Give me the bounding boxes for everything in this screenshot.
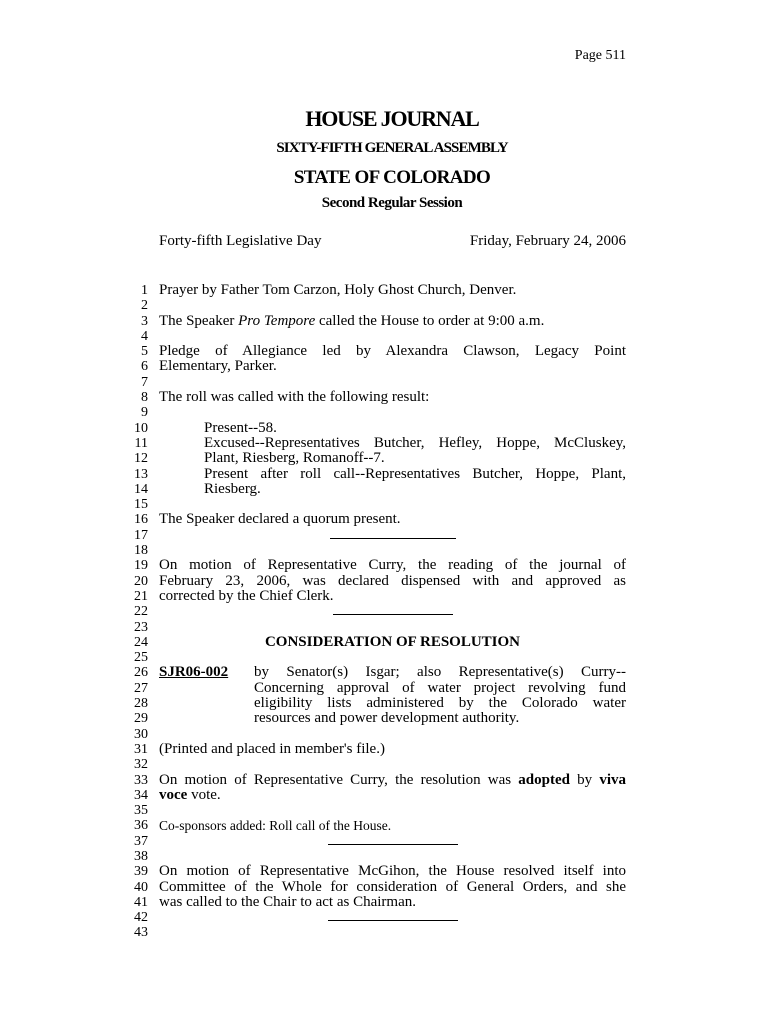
line-number: 40 — [134, 879, 148, 895]
motion2-line-3: was called to the Chair to act as Chairman. — [159, 893, 416, 910]
divider — [159, 834, 626, 849]
line-number: 34 — [134, 787, 148, 803]
bill-line-1: SJR06-002 by Senator(s) Isgar; also Representative(s) Curry-- — [159, 664, 626, 681]
roll-intro: The roll was called with the following result: — [159, 389, 430, 406]
bill-line-4: resources and power development authority. — [254, 710, 520, 727]
divider — [159, 604, 626, 619]
day-line — [159, 233, 626, 250]
line-number: 21 — [134, 588, 148, 604]
line-numbers — [100, 283, 148, 941]
journal-body — [159, 283, 626, 941]
line-number: 31 — [134, 741, 148, 757]
line-number: 42 — [134, 910, 148, 926]
line-number: 33 — [134, 772, 148, 788]
line-number: 37 — [134, 833, 148, 849]
line-number: 11 — [134, 435, 148, 451]
line-number: 20 — [134, 573, 148, 589]
line-number: 32 — [134, 757, 148, 773]
motion1-line-3: corrected by the Chief Clerk. — [159, 587, 334, 604]
cosponsors-line: Co-sponsors added: Roll call of the House. — [159, 818, 392, 834]
line-number: 43 — [134, 925, 148, 941]
line-number: 38 — [134, 848, 148, 864]
roll-present: Present--58. — [204, 419, 277, 436]
state-title: STATE OF COLORADO — [293, 167, 491, 188]
section-heading: CONSIDERATION OF RESOLUTION — [264, 633, 521, 650]
line-number: 39 — [134, 864, 148, 880]
line-number: 12 — [134, 451, 148, 467]
line-number: 29 — [134, 711, 148, 727]
session-title: Second Regular Session — [321, 195, 463, 211]
bill-line-3: eligibility lists administered by the Colorado water — [254, 695, 626, 712]
divider — [159, 528, 626, 543]
line-number: 10 — [134, 420, 148, 436]
line-number: 22 — [134, 604, 148, 620]
motion2-line-1: On motion of Representative McGihon, the House resolved itself into — [159, 863, 626, 880]
adoption-line-1: On motion of Representative Curry, the resolution was adopted by viva — [159, 771, 627, 788]
motion1-line-2: February 23, 2006, was declared dispensed with and approved as — [159, 572, 626, 589]
line-number: 4 — [141, 328, 148, 344]
line-number: 7 — [141, 374, 148, 390]
roll-excused-2: Plant, Riesberg, Romanoff--7. — [204, 450, 385, 467]
line-number: 36 — [134, 818, 148, 834]
line-number: 5 — [141, 344, 148, 360]
line-number: 3 — [141, 313, 148, 329]
pledge-line-1: Pledge of Allegiance led by Alexandra Clawson, Legacy Point — [159, 343, 626, 360]
legislative-day: Forty-fifth Legislative Day — [159, 233, 322, 249]
printed-note: (Printed and placed in member's file.) — [159, 740, 385, 757]
line-number: 6 — [141, 359, 148, 375]
bill-line-2: Concerning approval of water project revolving fund — [254, 679, 626, 696]
pledge-line-2: Elementary, Parker. — [159, 358, 277, 375]
line-number: 15 — [134, 497, 148, 513]
motion2-line-2: Committee of the Whole for consideration of General Orders, and she — [159, 878, 626, 895]
divider — [159, 910, 626, 925]
adoption-line-2: voce vote. — [159, 786, 221, 803]
line-number: 30 — [134, 726, 148, 742]
journal-date: Friday, February 24, 2006 — [469, 233, 626, 249]
line-number: 18 — [134, 543, 148, 559]
line-number: 35 — [134, 803, 148, 819]
line-number: 2 — [141, 298, 148, 314]
line-number: 8 — [141, 390, 148, 406]
page-number: Page 511 — [574, 48, 626, 63]
line-number: 24 — [134, 634, 148, 650]
line-number: 25 — [134, 650, 148, 666]
bill-id: SJR06-002 — [159, 664, 229, 681]
line-number: 17 — [134, 527, 148, 543]
quorum-line: The Speaker declared a quorum present. — [159, 511, 401, 528]
line-number: 23 — [134, 619, 148, 635]
line-number: 13 — [134, 466, 148, 482]
line-number: 16 — [134, 512, 148, 528]
line-number: 27 — [134, 680, 148, 696]
line-number: 19 — [134, 558, 148, 574]
roll-excused-1: Excused--Representatives Butcher, Hefley, Hoppe, McCluskey, — [204, 434, 626, 451]
call-to-order: The Speaker Pro Tempore called the House to order at 9:00 a.m. — [159, 312, 545, 329]
line-number: 1 — [141, 283, 148, 298]
roll-after-1: Present after roll call--Representatives Butcher, Hoppe, Plant, — [204, 465, 626, 482]
line-number: 28 — [134, 696, 148, 712]
line-number: 9 — [141, 405, 148, 421]
line-number: 26 — [134, 665, 148, 681]
prayer-line: Prayer by Father Tom Carzon, Holy Ghost Church, Denver. — [159, 282, 517, 298]
motion1-line-1: On motion of Representative Curry, the reading of the journal of — [159, 557, 626, 574]
line-number: 41 — [134, 894, 148, 910]
assembly-title: SIXTY-FIFTH GENERAL ASSEMBLY — [276, 140, 508, 156]
roll-after-2: Riesberg. — [204, 480, 261, 497]
journal-title: HOUSE JOURNAL — [305, 106, 479, 131]
line-number: 14 — [134, 481, 148, 497]
